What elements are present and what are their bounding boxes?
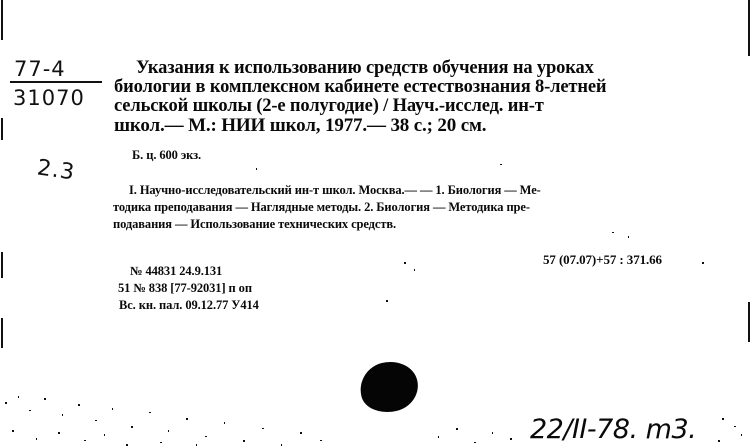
shelfmark-top: 77-4 (14, 57, 66, 81)
shelfmark-bottom: 31070 (13, 86, 85, 110)
order-line: Вс. кн. пал. 09.12.77 У414 (119, 298, 259, 312)
tracing-line: подавания — Использование технических средств. (113, 217, 397, 231)
scan-edge-mark (1, 118, 3, 140)
scan-edge-mark (1, 318, 3, 348)
scan-edge-mark (1, 252, 3, 278)
ink-blot (355, 356, 423, 419)
bibliographic-description (114, 59, 714, 135)
tracing-line: I. Научно-исследовательский ин-т школ. Москва.— — 1. Биология — Ме- (129, 183, 541, 197)
order-line: 51 № 838 [77-92031] п оп (118, 281, 252, 295)
tracing-line: тодика преподавания — Наглядные методы. 2. Биология — Методика пре- (113, 200, 530, 214)
accession-date: 22/II-78. m3. (530, 414, 697, 445)
binding-info: Б. ц. 600 экз. (132, 148, 202, 162)
title-line: биологии в комплексном кабинете естествознания 8-летней (114, 77, 607, 97)
title-line: сельской школы (2-е полугодие) / Науч.-исслед. ин-т (114, 96, 544, 116)
scan-edge-mark (1, 0, 3, 40)
classification-index: 57 (07.07)+57 : 371.66 (543, 252, 662, 267)
title-line: Указания к использованию средств обучения на уроках (136, 58, 594, 78)
handwritten-note: 2.3 (35, 155, 77, 186)
title-line: школ.— М.: НИИ школ, 1977.— 38 с.; 20 см. (114, 115, 487, 136)
order-line: № 44831 24.9.131 (130, 264, 223, 278)
tracings (113, 182, 713, 233)
shelfmark-divider (10, 81, 102, 83)
